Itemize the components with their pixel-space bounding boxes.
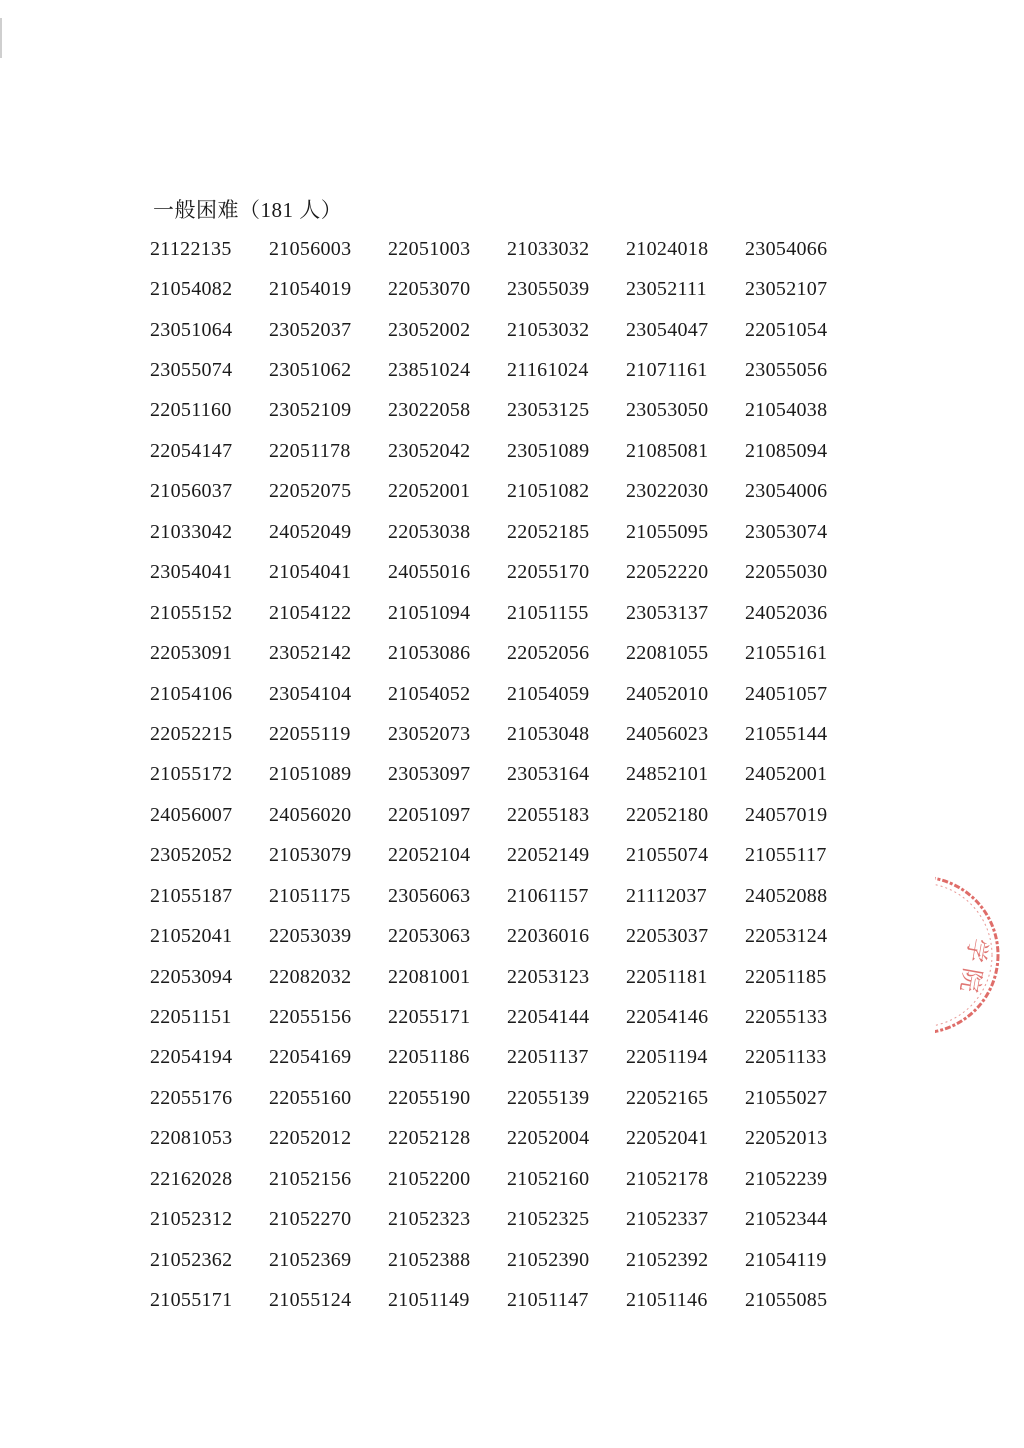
student-id-cell: 24052036 xyxy=(745,601,828,624)
student-id-cell: 21052388 xyxy=(388,1248,471,1271)
student-id-cell: 24052088 xyxy=(745,884,828,907)
student-id-cell: 22054144 xyxy=(507,1006,590,1029)
student-id-cell: 23054104 xyxy=(269,682,352,705)
student-id-cell: 23052142 xyxy=(269,642,352,665)
student-id-cell: 23051064 xyxy=(150,318,233,341)
student-id-cell: 21051089 xyxy=(269,763,352,786)
student-id-cell: 22054169 xyxy=(269,1046,352,1069)
student-id-cell: 21051175 xyxy=(269,884,351,907)
student-id-cell: 22053063 xyxy=(388,925,471,948)
student-id-cell: 24056007 xyxy=(150,803,233,826)
student-id-cell: 22055139 xyxy=(507,1086,590,1109)
student-id-cell: 24057019 xyxy=(745,803,828,826)
student-id-cell: 21051146 xyxy=(626,1289,708,1312)
student-id-cell: 22053124 xyxy=(745,925,828,948)
student-id-cell: 21052337 xyxy=(626,1208,709,1231)
student-id-cell: 21112037 xyxy=(626,884,707,907)
student-id-cell: 22052001 xyxy=(388,480,471,503)
student-id-cell: 21052200 xyxy=(388,1167,471,1190)
student-id-cell: 22053037 xyxy=(626,925,709,948)
student-id-cell: 22055190 xyxy=(388,1086,471,1109)
seal-text-char-2: 院 xyxy=(954,965,987,995)
student-id-cell: 21052392 xyxy=(626,1248,709,1271)
student-id-cell: 21054038 xyxy=(745,399,828,422)
student-id-cell: 21051149 xyxy=(388,1289,470,1312)
student-id-cell: 22051137 xyxy=(507,1046,589,1069)
student-id-cell: 21161024 xyxy=(507,359,589,382)
student-id-cell: 23054047 xyxy=(626,318,709,341)
student-id-cell: 22052149 xyxy=(507,844,590,867)
student-id-cell: 21071161 xyxy=(626,359,708,382)
student-id-cell: 22052165 xyxy=(626,1086,709,1109)
student-id-cell: 23053137 xyxy=(626,601,709,624)
student-id-cell: 21122135 xyxy=(150,237,232,260)
student-id-cell: 24852101 xyxy=(626,763,709,786)
student-id-cell: 21053079 xyxy=(269,844,352,867)
student-id-cell: 21052312 xyxy=(150,1208,233,1231)
student-id-cell: 23054041 xyxy=(150,561,233,584)
student-id-cell: 24056020 xyxy=(269,803,352,826)
student-id-cell: 22051194 xyxy=(626,1046,708,1069)
student-id-cell: 22052004 xyxy=(507,1127,590,1150)
student-id-cell: 21052239 xyxy=(745,1167,828,1190)
student-id-cell: 22055030 xyxy=(745,561,828,584)
student-id-cell: 21033042 xyxy=(150,520,233,543)
student-id-cell: 22051186 xyxy=(388,1046,470,1069)
student-id-cell: 21051147 xyxy=(507,1289,589,1312)
student-id-cell: 24056023 xyxy=(626,722,709,745)
student-id-cell: 21055172 xyxy=(150,763,233,786)
student-id-cell: 21055144 xyxy=(745,722,828,745)
student-id-cell: 21054106 xyxy=(150,682,233,705)
student-id-cell: 21085081 xyxy=(626,439,709,462)
student-id-cell: 21055171 xyxy=(150,1289,233,1312)
student-id-cell: 21054122 xyxy=(269,601,352,624)
student-id-cell: 23053074 xyxy=(745,520,828,543)
student-id-cell: 22052180 xyxy=(626,803,709,826)
student-id-cell: 23054066 xyxy=(745,237,828,260)
student-id-cell: 21054119 xyxy=(745,1248,827,1271)
student-id-cell: 22051185 xyxy=(745,965,827,988)
student-id-cell: 23051062 xyxy=(269,359,352,382)
student-id-cell: 22051097 xyxy=(388,803,471,826)
student-id-cell: 22052220 xyxy=(626,561,709,584)
student-id-cell: 23052042 xyxy=(388,439,471,462)
student-id-cell: 22053094 xyxy=(150,965,233,988)
student-id-cell: 23052109 xyxy=(269,399,352,422)
student-id-cell: 21056003 xyxy=(269,237,352,260)
student-id-cell: 21055161 xyxy=(745,642,828,665)
student-id-cell: 22051054 xyxy=(745,318,828,341)
section-heading: 一般困难（181 人） xyxy=(153,198,343,222)
student-id-cell: 21055187 xyxy=(150,884,233,907)
student-id-cell: 21085094 xyxy=(745,439,828,462)
student-id-cell: 21052369 xyxy=(269,1248,352,1271)
student-id-cell: 23055074 xyxy=(150,359,233,382)
student-id-cell: 21061157 xyxy=(507,884,589,907)
student-id-cell: 21054082 xyxy=(150,278,233,301)
student-id-cell: 22055156 xyxy=(269,1006,352,1029)
student-id-cell: 21052156 xyxy=(269,1167,352,1190)
official-seal-stamp xyxy=(935,875,1024,1035)
student-id-cell: 21055095 xyxy=(626,520,709,543)
student-id-cell: 22053123 xyxy=(507,965,590,988)
student-id-cell: 22055160 xyxy=(269,1086,352,1109)
student-id-cell: 21052323 xyxy=(388,1208,471,1231)
student-id-cell: 21054052 xyxy=(388,682,471,705)
student-id-cell: 22054194 xyxy=(150,1046,233,1069)
student-id-cell: 21051155 xyxy=(507,601,589,624)
student-id-cell: 23053097 xyxy=(388,763,471,786)
student-id-cell: 21054041 xyxy=(269,561,352,584)
student-id-cell: 22036016 xyxy=(507,925,590,948)
student-id-cell: 21052325 xyxy=(507,1208,590,1231)
student-id-cell: 22052185 xyxy=(507,520,590,543)
student-id-cell: 22052215 xyxy=(150,722,233,745)
student-id-cell: 21055117 xyxy=(745,844,827,867)
student-id-cell: 22055176 xyxy=(150,1086,233,1109)
student-id-table xyxy=(150,229,870,1321)
student-id-cell: 21053086 xyxy=(388,642,471,665)
student-id-cell: 23052111 xyxy=(626,278,707,301)
student-id-cell: 22052104 xyxy=(388,844,471,867)
student-id-cell: 22054147 xyxy=(150,439,233,462)
seal-graphic xyxy=(935,875,1024,1035)
student-id-cell: 22055171 xyxy=(388,1006,471,1029)
student-id-cell: 24052049 xyxy=(269,520,352,543)
student-id-cell: 22052013 xyxy=(745,1127,828,1150)
student-id-cell: 21052178 xyxy=(626,1167,709,1190)
student-id-cell: 23055039 xyxy=(507,278,590,301)
student-id-cell: 21056037 xyxy=(150,480,233,503)
student-id-cell: 21052160 xyxy=(507,1167,590,1190)
student-id-cell: 23054006 xyxy=(745,480,828,503)
student-id-cell: 22053070 xyxy=(388,278,471,301)
student-id-cell: 22052056 xyxy=(507,642,590,665)
student-id-cell: 22052075 xyxy=(269,480,352,503)
student-id-cell: 21052362 xyxy=(150,1248,233,1271)
student-id-cell: 23052107 xyxy=(745,278,828,301)
student-id-cell: 22053038 xyxy=(388,520,471,543)
student-id-cell: 21052390 xyxy=(507,1248,590,1271)
student-id-cell: 22051178 xyxy=(269,439,351,462)
student-id-cell: 22051181 xyxy=(626,965,708,988)
student-id-cell: 22052012 xyxy=(269,1127,352,1150)
student-id-cell: 23055056 xyxy=(745,359,828,382)
student-id-cell: 22055170 xyxy=(507,561,590,584)
seal-text-char-1: 学 xyxy=(960,935,993,965)
student-id-cell: 21033032 xyxy=(507,237,590,260)
student-id-cell: 22053091 xyxy=(150,642,233,665)
student-id-cell: 21052041 xyxy=(150,925,233,948)
scan-edge-mark xyxy=(0,18,2,58)
student-id-cell: 22052041 xyxy=(626,1127,709,1150)
student-id-cell: 22081055 xyxy=(626,642,709,665)
student-id-cell: 21054019 xyxy=(269,278,352,301)
student-id-cell: 22081001 xyxy=(388,965,471,988)
student-id-cell: 22081053 xyxy=(150,1127,233,1150)
student-id-cell: 23851024 xyxy=(388,359,471,382)
student-id-cell: 21055085 xyxy=(745,1289,828,1312)
student-id-cell: 24055016 xyxy=(388,561,471,584)
student-id-cell: 22051151 xyxy=(150,1006,232,1029)
student-id-cell: 23052052 xyxy=(150,844,233,867)
student-id-cell: 21052270 xyxy=(269,1208,352,1231)
student-id-cell: 21024018 xyxy=(626,237,709,260)
student-id-cell: 23052037 xyxy=(269,318,352,341)
student-id-cell: 22055119 xyxy=(269,722,351,745)
student-id-cell: 21055152 xyxy=(150,601,233,624)
student-id-cell: 24052001 xyxy=(745,763,828,786)
student-id-cell: 22054146 xyxy=(626,1006,709,1029)
student-id-cell: 21052344 xyxy=(745,1208,828,1231)
student-id-cell: 23053164 xyxy=(507,763,590,786)
student-id-cell: 21051094 xyxy=(388,601,471,624)
student-id-cell: 24052010 xyxy=(626,682,709,705)
student-id-cell: 21055124 xyxy=(269,1289,352,1312)
student-id-cell: 21054059 xyxy=(507,682,590,705)
student-id-cell: 22082032 xyxy=(269,965,352,988)
student-id-cell: 21053032 xyxy=(507,318,590,341)
student-id-cell: 22052128 xyxy=(388,1127,471,1150)
student-id-cell: 23052002 xyxy=(388,318,471,341)
student-id-cell: 23022058 xyxy=(388,399,471,422)
student-id-cell: 21055027 xyxy=(745,1086,828,1109)
student-id-cell: 22162028 xyxy=(150,1167,233,1190)
student-id-cell: 23053050 xyxy=(626,399,709,422)
student-id-cell: 22053039 xyxy=(269,925,352,948)
student-id-cell: 21055074 xyxy=(626,844,709,867)
student-id-cell: 22051003 xyxy=(388,237,471,260)
student-id-cell: 23051089 xyxy=(507,439,590,462)
student-id-cell: 21051082 xyxy=(507,480,590,503)
student-id-cell: 24051057 xyxy=(745,682,828,705)
student-id-cell: 22055133 xyxy=(745,1006,828,1029)
student-id-cell: 23053125 xyxy=(507,399,590,422)
student-id-cell: 23056063 xyxy=(388,884,471,907)
student-id-cell: 22051133 xyxy=(745,1046,827,1069)
student-id-cell: 23052073 xyxy=(388,722,471,745)
student-id-cell: 22055183 xyxy=(507,803,590,826)
student-id-cell: 22051160 xyxy=(150,399,232,422)
student-id-cell: 23022030 xyxy=(626,480,709,503)
student-id-cell: 21053048 xyxy=(507,722,590,745)
